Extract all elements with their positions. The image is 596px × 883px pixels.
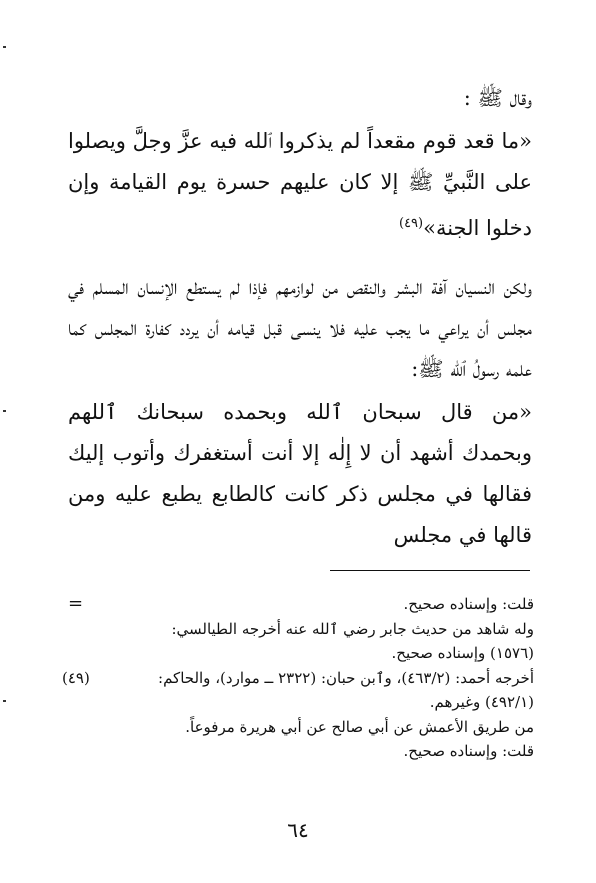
footnote-separator bbox=[330, 570, 530, 571]
paragraph-intro bbox=[68, 78, 532, 119]
text-line: الجنة» bbox=[423, 216, 480, 240]
footnote-line: قلت: وإسناده صحيح. bbox=[403, 742, 534, 760]
text-line: يستطع الإنسان المسلم في مجلس أن يراعي ما يجب عليه bbox=[68, 275, 532, 340]
margin-mark bbox=[3, 46, 6, 48]
footnotes bbox=[62, 592, 534, 764]
text-line: على النَّبيِّ ﷺ إلا كان عليهم حسرة يوم القيامة وإن دخلوا bbox=[68, 170, 532, 240]
footnote-body bbox=[106, 592, 534, 666]
paragraph-hadith-2 bbox=[68, 392, 532, 556]
text-line: فلا ينسى قبل قيامه أن يردد كفارة المجلس كما علمه bbox=[68, 316, 532, 381]
margin-mark bbox=[3, 410, 6, 412]
text-line: مجلس ذكر كانت كالطابع يطبع عليه ومن قالها في مجلس bbox=[68, 482, 532, 547]
footnote-continuation bbox=[62, 592, 534, 666]
footnote-line: (١٥٧٦) وإسناده صحيح. bbox=[391, 644, 534, 662]
text-line: رسولُ ٱلله ﷺ: bbox=[411, 357, 500, 381]
footnote-body bbox=[106, 666, 534, 764]
paragraph-commentary bbox=[68, 267, 532, 390]
text-line: «ما قعد قوم مقعداً لم يذكروا ٱلله فيه عزَّ وجلَّ ويصلوا bbox=[68, 129, 532, 153]
footnote-49 bbox=[62, 666, 534, 764]
footnote-reference: (٤٩) bbox=[398, 216, 424, 231]
margin-mark bbox=[3, 700, 6, 702]
footnote-line: وله شاهد من حديث جابر رضي ٱلله عنه أخرجه الطيالسي: bbox=[171, 619, 534, 638]
text-line: وقال ﷺ : bbox=[463, 86, 532, 110]
page-number: ٦٤ bbox=[287, 818, 309, 842]
text-line: «من قال سبحان ٱلله وبحمده سبحانك ٱللهم وبحمدك bbox=[68, 400, 532, 465]
text-line: أشهد أن لا إِلٰه إلا أنت أستغفرك وأتوب إليك فقالها في bbox=[68, 441, 532, 506]
footnote-line: (٤٩٢/١) وغيرهم. bbox=[429, 693, 534, 711]
main-text bbox=[68, 78, 532, 556]
footnote-line: أخرجه أحمد: (٤٦٣/٢)، وٱبن حبان: (٢٣٢٢ ــ موارد)، والحاكم: bbox=[158, 668, 534, 687]
paragraph-hadith-1 bbox=[68, 121, 532, 249]
text-line: ولكن النسيان آفة البشر والنقص من لوازمهم فإذا لم bbox=[229, 275, 532, 299]
footnote-number: (٤٩) bbox=[62, 668, 90, 687]
footnote-line: قلت: وإسناده صحيح. bbox=[403, 595, 534, 613]
footnote-line: من طريق الأعمش عن أبي صالح عن أبي هريرة مرفوعاً. bbox=[185, 717, 534, 736]
footnote-continuation-marker: = bbox=[68, 593, 84, 614]
